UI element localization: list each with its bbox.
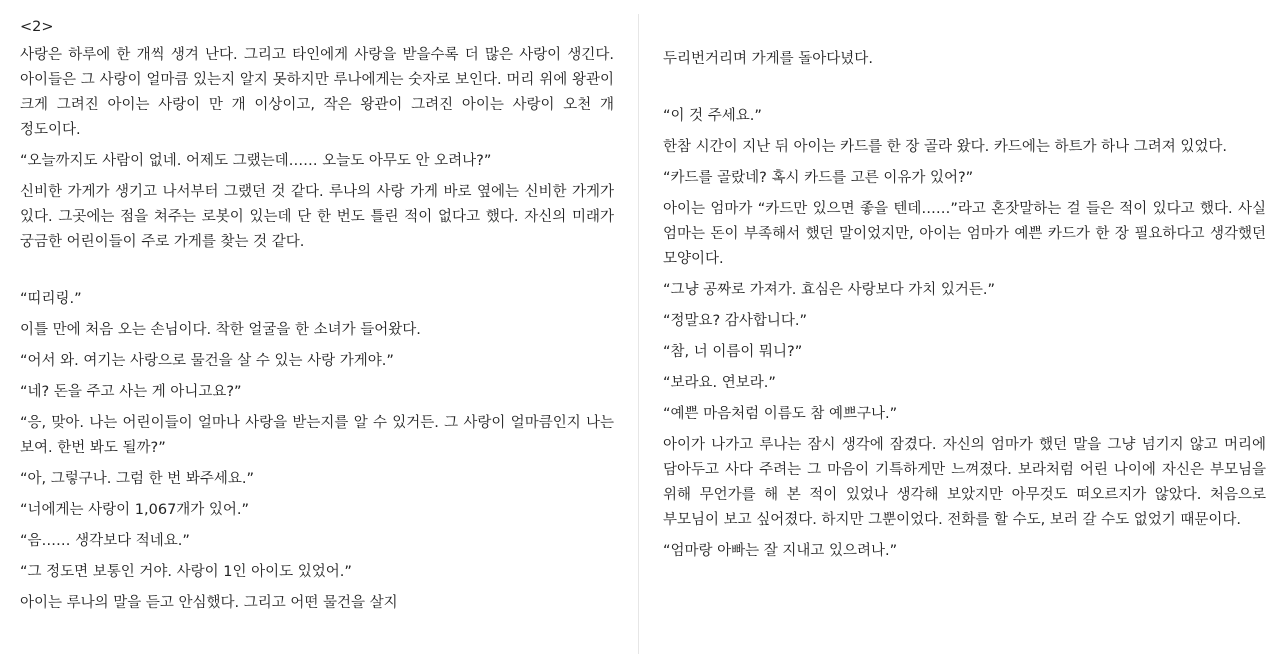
paragraph: “예쁜 마음처럼 이름도 참 예쁘구나.” xyxy=(663,406,898,422)
right-page xyxy=(639,0,1280,666)
paragraph: “그 정도면 보통인 거야. 사랑이 1인 아이도 있었어.” xyxy=(20,564,352,580)
paragraph: “보라요. 연보라.” xyxy=(663,375,776,391)
paragraph: 사랑은 하루에 한 개씩 생겨 난다. 그리고 타인에게 사랑을 받을수록 더 많은 사랑이 생긴다. 아이들은 그 사랑이 얼마큼 있는지 알지 못하지만 루나에게는 숫자로 보인다. 머리 위에 왕관이 크게 그려진 아이는 사랑이 만 개 이상이고, 작은 왕관이 그려진 아이는 사랑이 오천 개 정도이다. xyxy=(20,47,614,138)
paragraph: “정말요? 감사합니다.” xyxy=(663,313,807,329)
page-number: <2> xyxy=(20,19,54,35)
paragraph: 두리번거리며 가게를 돌아다녔다. xyxy=(663,51,873,67)
paragraph: 한참 시간이 지난 뒤 아이는 카드를 한 장 골라 왔다. 카드에는 하트가 하나 그려져 있었다. xyxy=(663,139,1227,155)
paragraph: “그냥 공짜로 가져가. 효심은 사랑보다 가치 있거든.” xyxy=(663,282,996,298)
paragraph: “응, 맞아. 나는 어린이들이 얼마나 사랑을 받는지를 알 수 있거든. 그 사랑이 얼마큼인지 나는 보여. 한번 봐도 될까?” xyxy=(20,415,614,456)
paragraph: 이틀 만에 처음 오는 손님이다. 착한 얼굴을 한 소녀가 들어왔다. xyxy=(20,322,421,338)
paragraph: “어서 와. 여기는 사랑으로 물건을 살 수 있는 사랑 가게야.” xyxy=(20,353,394,369)
paragraph: 아이가 나가고 루나는 잠시 생각에 잠겼다. 자신의 엄마가 했던 말을 그냥 넘기지 않고 머리에 담아두고 사다 주려는 그 마음이 기특하게만 느껴졌다. 보라처럼 어린 나이에 자신은 부모님을 위해 무언가를 해 본 적이 있었나 생각해 보았지만 아무것도 떠오르지가 않았다. 처음으로 부모님이 보고 싶어졌다. 하지만 그뿐이었다. 전화를 할 수도, 보러 갈 수도 없었기 때문이다. xyxy=(663,437,1266,528)
paragraph: “이 것 주세요.” xyxy=(663,108,762,124)
paragraph: 아이는 루나의 말을 듣고 안심했다. 그리고 어떤 물건을 살지 xyxy=(20,595,398,611)
paragraph: “카드를 골랐네? 혹시 카드를 고른 이유가 있어?” xyxy=(663,170,974,186)
section-gap xyxy=(663,78,1266,104)
paragraph: “네? 돈을 주고 사는 게 아니고요?” xyxy=(20,384,242,400)
left-page xyxy=(0,0,638,666)
paragraph: “오늘까지도 사람이 없네. 어제도 그랬는데…… 오늘도 아무도 안 오려나?” xyxy=(20,153,492,169)
paragraph: “엄마랑 아빠는 잘 지내고 있으려나.” xyxy=(663,543,898,559)
paragraph: 아이는 엄마가 “카드만 있으면 좋을 텐데……”라고 혼잣말하는 걸 들은 적이 있다고 했다. 사실 엄마는 돈이 부족해서 했던 말이었지만, 아이는 엄마가 예쁜 카드가 한 장 필요하다고 생각했던 모양이다. xyxy=(663,201,1266,267)
section-gap xyxy=(20,261,614,287)
paragraph: “너에게는 사랑이 1,067개가 있어.” xyxy=(20,502,250,518)
paragraph: “음…… 생각보다 적네요.” xyxy=(20,533,190,549)
paragraph: “아, 그렇구나. 그럼 한 번 봐주세요.” xyxy=(20,471,254,487)
paragraph: “띠리링.” xyxy=(20,291,82,307)
paragraph: 신비한 가게가 생기고 나서부터 그랬던 것 같다. 루나의 사랑 가게 바로 옆에는 신비한 가게가 있다. 그곳에는 점을 쳐주는 로봇이 있는데 단 한 번도 틀린 적이 없다고 했다. 자신의 미래가 궁금한 어린이들이 주로 가게를 찾는 것 같다. xyxy=(20,184,614,250)
paragraph: “참, 너 이름이 뭐니?” xyxy=(663,344,803,360)
